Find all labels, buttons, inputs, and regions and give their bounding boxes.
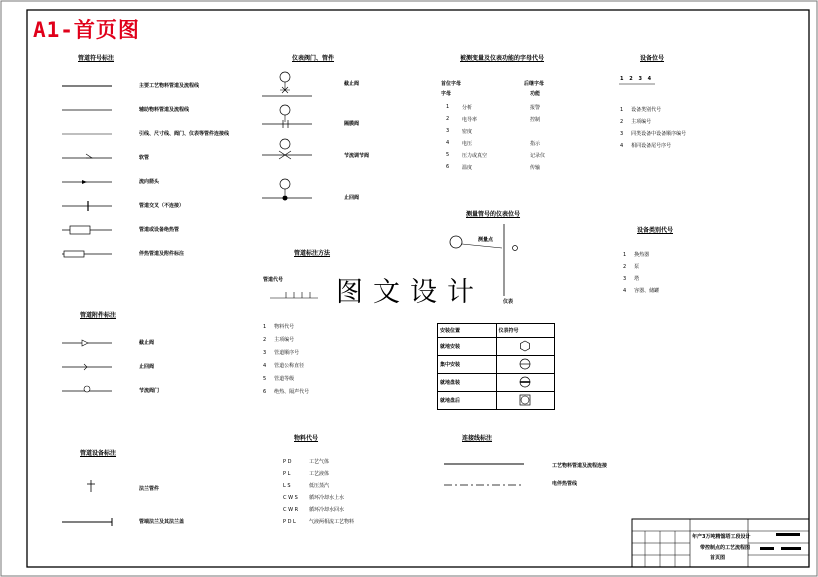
material-code-row: L S 低压蒸汽 bbox=[283, 483, 330, 489]
letter-row-number: 3 bbox=[446, 128, 450, 134]
equipment-type-row: 2 泵 bbox=[623, 264, 640, 270]
line-types-header: 连接线标注 bbox=[462, 435, 493, 442]
equipment-type-row: 4 容器、储罐 bbox=[623, 288, 660, 294]
watermark-text: 图文设计 bbox=[336, 277, 484, 308]
instrument-pos-header: 测量管号的仪表位号 bbox=[466, 211, 521, 218]
install-col-header: 仪表符号 bbox=[496, 324, 555, 338]
pipe-designation-item: 2 主项编号 bbox=[263, 337, 295, 343]
equipment-type-row: 1 换热器 bbox=[623, 252, 650, 258]
pipe-line-label: 管道或设备绝热管 bbox=[139, 227, 180, 233]
instrument-letters-header: 被测变量及仪表功能的字母代号 bbox=[460, 55, 545, 62]
pipe-line-label: 伴热管道及附件标注 bbox=[139, 251, 185, 257]
letter-first-meaning: 温度 bbox=[462, 165, 473, 171]
letter-row-number: 5 bbox=[446, 152, 450, 158]
equipment-code-digits: 1 2 3 4 bbox=[620, 76, 654, 82]
fitting-label: 止回阀 bbox=[139, 364, 155, 370]
letter-next-meaning: 报警 bbox=[530, 105, 541, 111]
pipe-line-label: 辅助物料管道及流程线 bbox=[139, 107, 190, 113]
title-block-sheet: 首页图 bbox=[710, 555, 726, 561]
sub-header-letter: 字母 bbox=[441, 91, 452, 97]
letter-next-meaning: 传输 bbox=[530, 165, 541, 171]
install-row-label: 就地安装 bbox=[438, 338, 497, 356]
valve-label: 止回阀 bbox=[344, 195, 360, 201]
measure-point-label: 测量点 bbox=[478, 237, 494, 243]
letter-row-number: 1 bbox=[446, 104, 450, 110]
col-header-first: 首位字母 bbox=[441, 81, 462, 87]
title-block-project: 年产3万吨精馏塔工段设计 bbox=[692, 534, 751, 540]
letter-first-meaning: 电导率 bbox=[462, 117, 478, 123]
letter-row-number: 4 bbox=[446, 140, 450, 146]
equipment-type-row: 3 塔 bbox=[623, 276, 640, 282]
title-block-drawing: 带控制点的工艺流程图 bbox=[700, 545, 751, 551]
material-codes-header: 物料代号 bbox=[294, 435, 319, 442]
pipe-line-label: 软管 bbox=[139, 155, 150, 161]
equipment-header: 管道设备标注 bbox=[80, 450, 117, 457]
page-title: A1-首页图 bbox=[33, 18, 140, 42]
pipe-designation-item: 3 管道顺序号 bbox=[263, 350, 300, 356]
letter-next-meaning: 控制 bbox=[530, 117, 541, 123]
pipe-line-label: 引线、尺寸线、阀门、仪表等管件连接线 bbox=[139, 131, 230, 137]
line-type-label: 电伴热管线 bbox=[552, 481, 578, 487]
line-type-label: 工艺物料管道及流程连接 bbox=[552, 463, 608, 469]
install-row-label: 就地盘装 bbox=[438, 374, 497, 392]
pipe-lines-header: 管道符号标注 bbox=[78, 55, 115, 62]
equipment-code-item: 4 相同设备尾号序号 bbox=[620, 143, 672, 149]
pipe-line-label: 流向箭头 bbox=[139, 179, 160, 185]
pipe-designation-item: 4 管道公称直径 bbox=[263, 363, 305, 369]
valve-label: 节流调节阀 bbox=[344, 153, 370, 159]
equipment-codes-header: 设备位号 bbox=[640, 55, 665, 62]
letter-next-meaning: 记录仪 bbox=[530, 153, 546, 159]
equipment-codes-2-header: 设备类别代号 bbox=[637, 227, 674, 234]
equipment-label: 法兰管件 bbox=[139, 486, 160, 492]
pipe-designation-item: 6 绝热、隔声代号 bbox=[263, 389, 310, 395]
install-col-header: 安装位置 bbox=[438, 324, 497, 338]
pipe-designation-item: 5 管道等级 bbox=[263, 376, 295, 382]
install-row-label: 集中安装 bbox=[438, 356, 497, 374]
pipe-line-label: 管道交叉（不连接） bbox=[139, 203, 185, 209]
material-code-row: C W R 循环冷却水回水 bbox=[283, 507, 345, 513]
pipe-designation-header: 管道标注方法 bbox=[294, 250, 331, 257]
letter-row-number: 6 bbox=[446, 164, 450, 170]
equipment-code-item: 2 主项编号 bbox=[620, 119, 652, 125]
equipment-label: 管端法兰及其法兰盖 bbox=[139, 519, 185, 525]
letter-first-meaning: 电压 bbox=[462, 141, 473, 147]
letter-first-meaning: 压力或真空 bbox=[462, 153, 488, 159]
equipment-code-item: 1 设备类别代号 bbox=[620, 107, 662, 113]
equipment-code-item: 3 同类设备中设备顺序编号 bbox=[620, 131, 687, 137]
valve-label: 隔膜阀 bbox=[344, 121, 360, 127]
letter-next-meaning: 指示 bbox=[530, 141, 541, 147]
instrument-label: 仪表 bbox=[503, 299, 514, 305]
install-row-label: 就地盘后 bbox=[438, 392, 497, 410]
pipe-code-label: 管道代号 bbox=[263, 277, 284, 283]
sub-header-function: 功能 bbox=[530, 91, 541, 97]
letter-row-number: 2 bbox=[446, 116, 450, 122]
letter-first-meaning: 密度 bbox=[462, 129, 473, 135]
material-code-row: C W S 循环冷却水上水 bbox=[283, 495, 345, 501]
pipe-line-label: 主要工艺物料管道及流程线 bbox=[139, 83, 200, 89]
material-code-row: P D L 气液两相流工艺物料 bbox=[283, 519, 355, 525]
valves-header: 仪表阀门、管件 bbox=[292, 55, 335, 62]
fitting-label: 节流阀门 bbox=[139, 388, 160, 394]
valve-label: 截止阀 bbox=[344, 81, 360, 87]
letter-first-meaning: 分析 bbox=[462, 105, 473, 111]
material-code-row: P L 工艺液体 bbox=[283, 471, 330, 477]
material-code-row: P D 工艺气体 bbox=[283, 459, 330, 465]
fitting-label: 截止阀 bbox=[139, 340, 155, 346]
col-header-next: 后继字母 bbox=[524, 81, 545, 87]
pipe-designation-item: 1 物料代号 bbox=[263, 324, 295, 330]
pipe-fittings-header: 管道附件标注 bbox=[80, 312, 117, 319]
